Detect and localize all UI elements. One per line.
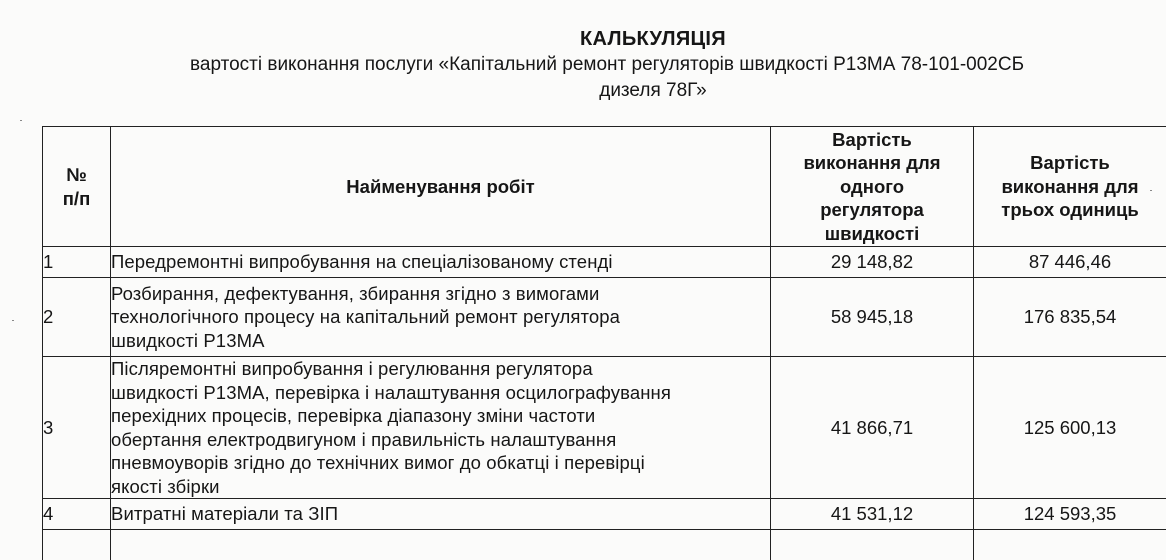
row-cost-one: 41 866,71: [771, 357, 974, 499]
header-cost-three-line: трьох одиниць: [1001, 199, 1139, 221]
header-cost-one-line: виконання для: [803, 152, 941, 174]
calculation-table: [42, 126, 1166, 560]
header-cost-three: [974, 127, 1166, 247]
table-row-partial: [43, 530, 1166, 560]
row-work-name-line: швидкості Р13МА, перевірка і налаштування осцилографування: [111, 381, 671, 403]
row-cost-three: 176 835,54: [974, 278, 1166, 357]
header-number: [43, 127, 111, 247]
table-row: [43, 357, 1166, 499]
row-number: 1: [43, 247, 111, 278]
row-number: 2: [43, 278, 111, 357]
header-cost-three-line: Вартість: [1030, 152, 1110, 174]
header-number-line: п/п: [62, 187, 91, 209]
header-cost-one-line: регулятора: [820, 199, 924, 221]
row-work-name-line: обертання електродвигуном і правильність налаштування: [111, 428, 617, 450]
scan-speck: [1150, 190, 1152, 191]
header-cost-one-line: одного: [839, 175, 905, 197]
row-work-name-line: пневмоуворів згідно до технічних вимог до обкатці і перевірці: [111, 452, 645, 473]
row-cost-three-empty: [974, 530, 1166, 560]
row-work-name-line: швидкості Р13МА: [111, 329, 265, 351]
document-title: КАЛЬКУЛЯЦІЯ: [580, 28, 726, 50]
scan-speck: [12, 320, 14, 321]
table-row: [43, 247, 1166, 278]
header-cost-one-line: швидкості: [824, 222, 920, 244]
table-row: [43, 499, 1166, 530]
header-number-line: №: [66, 164, 87, 185]
document-subtitle-line-1: вартості виконання послуги «Капітальний ремонт регуляторів швидкості Р13МА 78-101-002СБ: [190, 54, 1025, 75]
row-work-name: [111, 278, 771, 357]
row-work-name-empty: [111, 530, 771, 560]
row-cost-one: 29 148,82: [771, 247, 974, 278]
row-work-name-line: Витратні матеріали та ЗІП: [111, 503, 339, 525]
row-cost-one-empty: [771, 530, 974, 560]
row-cost-one: 58 945,18: [771, 278, 974, 357]
table-header-row: [43, 127, 1166, 247]
header-cost-one-line: Вартість: [832, 128, 912, 150]
row-number: 4: [43, 499, 111, 530]
row-work-name-line: Післяремонтні випробування і регулювання регулятора: [111, 358, 593, 379]
header-cost-one: [771, 127, 974, 247]
row-work-name: [111, 357, 771, 499]
row-cost-one: 41 531,12: [771, 499, 974, 530]
row-cost-three: 87 446,46: [974, 247, 1166, 278]
row-cost-three: 125 600,13: [974, 357, 1166, 499]
document-subtitle-line-2: дизеля 78Г»: [599, 80, 707, 101]
row-work-name-line: перехідних процесів, перевірка діапазону зміни частоти: [111, 405, 596, 426]
header-work-name: Найменування робіт: [111, 127, 771, 247]
row-work-name: [111, 247, 771, 278]
header-cost-three-line: виконання для: [1001, 175, 1139, 197]
row-work-name: [111, 499, 771, 530]
scan-speck: [20, 120, 22, 121]
row-work-name-line: Розбирання, дефектування, збирання згідно з вимогами: [111, 282, 600, 304]
row-number: 3: [43, 357, 111, 499]
row-work-name-line: якості збірки: [111, 475, 220, 497]
row-work-name-line: Передремонтні випробування на спеціалізованому стенді: [111, 251, 613, 273]
table-row: [43, 278, 1166, 357]
row-number-empty: [43, 530, 111, 560]
row-cost-three: 124 593,35: [974, 499, 1166, 530]
row-work-name-line: технологічного процесу на капітальний ремонт регулятора: [111, 306, 621, 328]
